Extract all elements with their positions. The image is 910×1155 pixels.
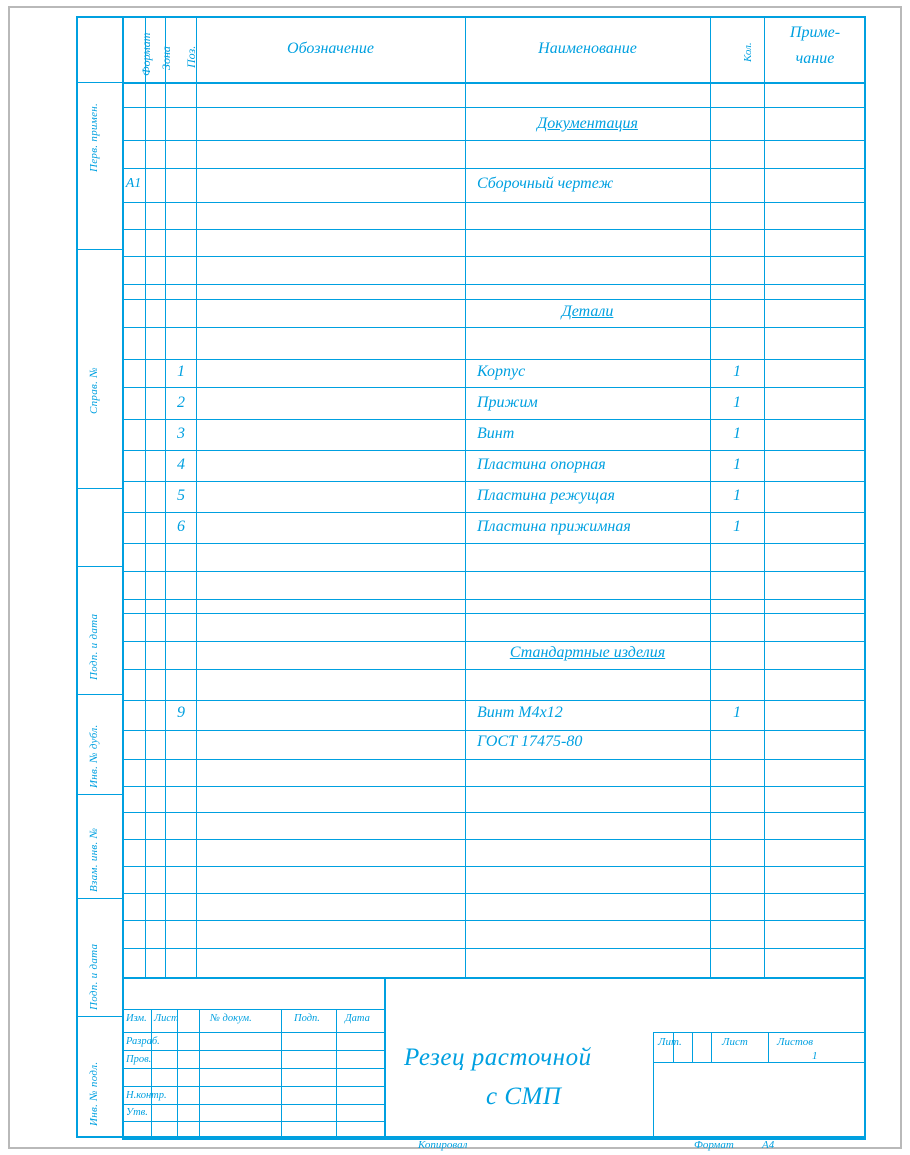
titleblock-left-edge	[122, 977, 124, 1138]
cell-pos: 4	[177, 456, 185, 473]
col-rule-designation	[465, 16, 466, 977]
titleblock-row-line	[122, 1121, 384, 1122]
cell-pos: 2	[177, 394, 185, 411]
row-line	[122, 387, 866, 388]
titleblock-col-dok	[199, 1009, 200, 1138]
row-line	[122, 893, 866, 894]
margin-sep-1	[76, 82, 122, 83]
titleblock-col-podp	[281, 1009, 282, 1138]
cell-qty: 1	[733, 518, 741, 535]
row-line	[122, 107, 866, 108]
row-line	[122, 512, 866, 513]
titleblock-row-line	[122, 1050, 384, 1051]
margin-sep-8	[76, 1016, 122, 1017]
margin-label-podp-data-2: Подп. и дата	[88, 943, 100, 1010]
titleblock-header-lit: Лит.	[658, 1036, 682, 1048]
titleblock-header-sheets: Листов	[777, 1036, 814, 1048]
row-line	[122, 700, 866, 701]
row-line	[122, 481, 866, 482]
row-line	[122, 759, 866, 760]
titleblock-col-lit-left	[653, 1032, 654, 1138]
header-name: Наименование	[538, 40, 637, 57]
row-line	[122, 284, 866, 285]
cell-name: Пластина режущая	[477, 487, 615, 504]
margin-label-perv-primen: Перв. примен.	[88, 102, 100, 172]
row-line	[122, 812, 866, 813]
header-zone: Зона	[159, 46, 173, 70]
section-label-documentation: Документация	[537, 115, 638, 132]
row-line	[122, 641, 866, 642]
margin-label-sprav-no: Справ. №	[88, 367, 100, 414]
cell-name: Корпус	[477, 363, 526, 380]
titleblock-lit-top	[653, 1032, 866, 1033]
cell-name: Пластина прижимная	[477, 518, 631, 535]
margin-label-podp-data-1: Подп. и дата	[88, 613, 100, 680]
titleblock-col-sheets	[768, 1032, 769, 1062]
row-line	[122, 786, 866, 787]
footer-copied-label: Копировал	[418, 1139, 468, 1151]
titleblock-row-line	[122, 1032, 384, 1033]
titleblock-col-list	[177, 1009, 178, 1138]
margin-label-vzam-inv: Взам. инв. №	[88, 827, 100, 892]
titleblock-header-sheet: Лист	[722, 1036, 748, 1048]
col-rule-format	[145, 16, 146, 977]
titleblock-role-prov: Пров.	[126, 1054, 152, 1065]
row-line	[122, 327, 866, 328]
margin-label-inv-dubl: Инв. № дубл.	[88, 724, 100, 788]
cell-name: Пластина опорная	[477, 456, 606, 473]
margin-sep-6	[76, 794, 122, 795]
row-line	[122, 599, 866, 600]
titleblock-role-nkontr: Н.контр.	[126, 1090, 167, 1101]
col-rule-pos	[196, 16, 197, 977]
row-line	[122, 920, 866, 921]
cell-pos: 3	[177, 425, 185, 442]
row-line	[122, 669, 866, 670]
row-line	[122, 866, 866, 867]
titleblock-header-dokum: № докум.	[210, 1013, 252, 1024]
drawing-frame	[76, 16, 866, 1138]
cell-qty: 1	[733, 487, 741, 504]
header-qty: Кол.	[742, 42, 754, 62]
titleblock-header-izm: Изм.	[126, 1013, 147, 1024]
row-line	[122, 168, 866, 169]
titleblock-col-title-left	[384, 977, 386, 1138]
cell-name: ГОСТ 17475-80	[477, 733, 583, 750]
cell-name: Сборочный чертеж	[477, 175, 614, 192]
row-line	[122, 202, 866, 203]
row-line	[122, 571, 866, 572]
titleblock-col-izm	[151, 1009, 152, 1138]
header-pos: Поз.	[184, 45, 198, 68]
titleblock-lit-bottom	[653, 1062, 866, 1063]
col-rule-qty	[764, 16, 765, 977]
titleblock-row-line	[122, 1009, 384, 1010]
row-line	[122, 730, 866, 731]
titleblock-row-line	[122, 1104, 384, 1105]
titleblock-col-data	[336, 1009, 337, 1138]
header-note-line1: Приме-	[789, 24, 841, 41]
titleblock-value-sheets: 1	[812, 1050, 818, 1062]
cell-pos: 9	[177, 704, 185, 721]
titleblock-col-lit-b	[692, 1032, 693, 1062]
margin-sep-4	[76, 566, 122, 567]
section-label-parts: Детали	[561, 303, 614, 320]
cell-name: Прижим	[477, 394, 538, 411]
margin-sep-5	[76, 694, 122, 695]
row-line	[122, 613, 866, 614]
titleblock-header-podp: Подп.	[294, 1013, 320, 1024]
titleblock-header-data: Дата	[345, 1013, 370, 1024]
titleblock-header-list: Лист	[154, 1013, 179, 1024]
row-line	[122, 450, 866, 451]
titleblock-col-sheet	[711, 1032, 712, 1062]
cell-qty: 1	[733, 363, 741, 380]
section-label-standard-items: Стандартные изделия	[509, 644, 666, 661]
row-line	[122, 948, 866, 949]
page-title-line1: Резец расточной	[404, 1044, 592, 1071]
titleblock-bottom	[122, 1138, 866, 1140]
footer-format-value: А4	[762, 1139, 775, 1151]
header-designation: Обозначение	[287, 40, 374, 57]
row-line	[122, 299, 866, 300]
row-line	[122, 359, 866, 360]
footer-format-label: Формат	[694, 1139, 734, 1151]
titleblock-row-line	[122, 1086, 384, 1087]
table-header-bottom	[122, 82, 866, 84]
margin-sep-3	[76, 488, 122, 489]
cell-name: Винт	[477, 425, 515, 442]
cell-qty: 1	[733, 456, 741, 473]
row-line	[122, 140, 866, 141]
margin-label-inv-podl: Инв. № подл.	[88, 1061, 100, 1126]
row-line	[122, 256, 866, 257]
cell-qty: 1	[733, 425, 741, 442]
row-line	[122, 543, 866, 544]
row-line	[122, 229, 866, 230]
cell-pos: 6	[177, 518, 185, 535]
cell-format: А1	[125, 176, 142, 191]
header-note-line2: чание	[795, 50, 835, 67]
cell-name: Винт М4х12	[477, 704, 563, 721]
titleblock-role-razrab: Разраб.	[126, 1036, 160, 1047]
margin-sep-7	[76, 898, 122, 899]
titleblock-role-utv: Утв.	[126, 1107, 148, 1118]
cell-pos: 1	[177, 363, 185, 380]
titleblock-row-line	[122, 1068, 384, 1069]
header-format: Формат	[139, 32, 153, 76]
table-bottom-line	[122, 977, 866, 979]
cell-pos: 5	[177, 487, 185, 504]
page-title-line2: с СМП	[486, 1083, 562, 1110]
row-line	[122, 419, 866, 420]
cell-qty: 1	[733, 704, 741, 721]
cell-qty: 1	[733, 394, 741, 411]
margin-sep-2	[76, 249, 122, 250]
row-line	[122, 839, 866, 840]
